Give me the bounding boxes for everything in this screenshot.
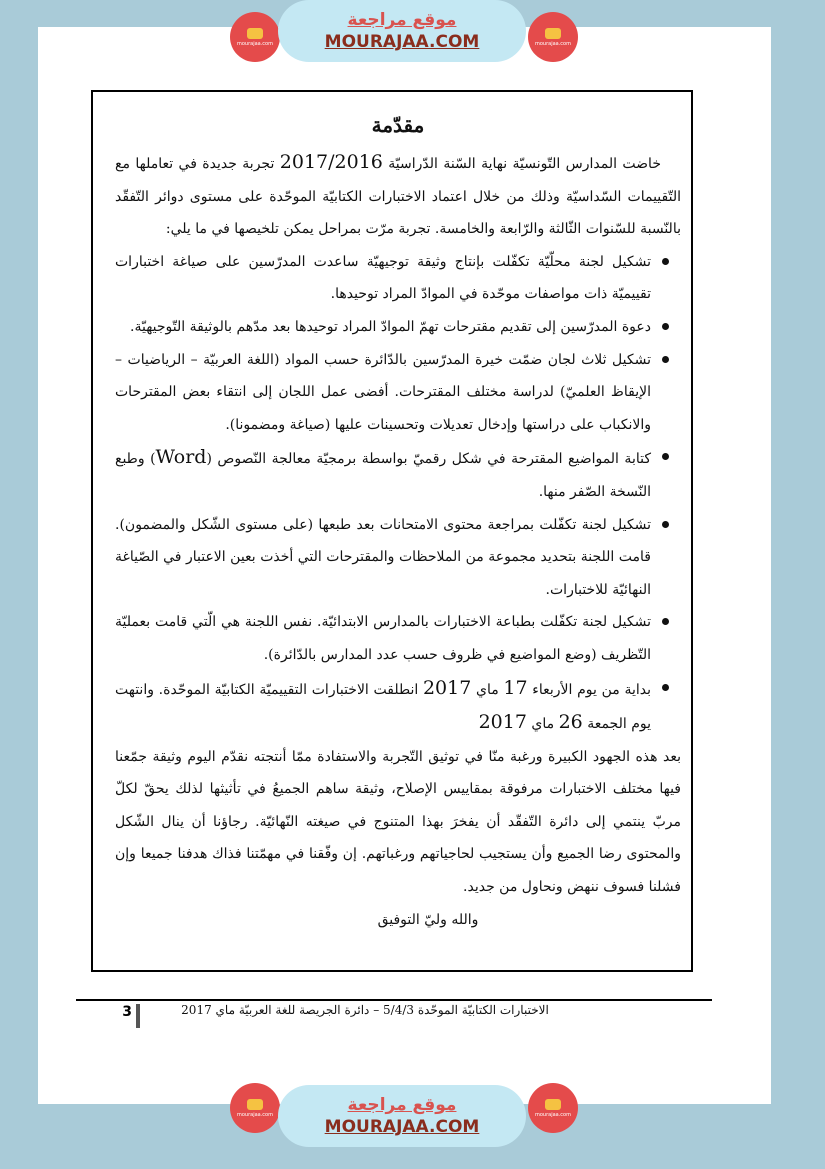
footer-caption: الاختبارات الكتابيّة الموحّدة 5/4/3 – دائرة الجريصة للغة العربيّة ماي 2017 — [181, 1003, 549, 1017]
list-item — [115, 344, 669, 442]
list-item-text: تشكيل ثلاث لجان ضمّت خيرة المدرّسين بالدّائرة حسب المواد (اللغة العربيّة – الرياضيات – الإيقاظ العلميّ) لدراسة مختلف المقترحات. أفضى عمل اللجان إلى انتقاء بعض المقترحات والانكباب على دراستها وإدخال تعديلات وتحسينات عليها (صياغة ومضمونا). — [115, 351, 651, 433]
bullet-icon — [662, 356, 669, 363]
list-item — [115, 509, 669, 607]
list-item-text: تشكيل لجنة تكفّلت بمراجعة محتوى الامتحانات بعد طبعها (على مستوى الشّكل والمضمون). قامت اللجنة بتحديد مجموعة من الملاحظات والمقترحات التي أخذت بعين الاعتبار في الصّياغة النهائيّة للاختبارات. — [115, 516, 651, 598]
site-logo-right — [528, 12, 578, 62]
content-frame — [91, 90, 693, 972]
list-item — [115, 246, 669, 311]
list-item-text: ماي — [526, 716, 559, 733]
start-day: 17 — [503, 676, 528, 699]
list-item-text: انطلقت الاختبارات التقييميّة الكتابيّة الموحّدة. وانتهت يوم الجمعة — [115, 681, 651, 733]
site-banner-bottom[interactable] — [278, 1085, 526, 1147]
bullet-icon — [662, 521, 669, 528]
logo-badge-icon — [545, 28, 561, 39]
conclusion-paragraph: بعد هذه الجهود الكبيرة ورغبة منّا في توثيق التّجربة والاستفادة ممّا أنتجته نقدّم اليوم وثيقة جمّعنا فيها مختلف الاختبارات مرفوقة بمقاييس الإصلاح، وثيقة ساهم الجميعُ في تأثيثها لذلك يحقّ لكلّ مربّ ينتمي إلى دائرة التّفقّد أن يفخرَ بهذا المتنوج في صيغته النّهائيّة. رجاؤنا أن ينال الشّكل والمحتوى رضا الجميع وأن يستجيب لحاجياتهم ورغباتهم. إن وفّقنا في مهمّتنا فذاك هدفنا جميعا وإن فشلنا فسوف ننهض ونحاول من جديد. — [115, 748, 681, 896]
document-body — [115, 110, 681, 936]
site-name-latin[interactable]: MOURAJAA.COM — [324, 32, 480, 52]
site-name-latin[interactable]: MOURAJAA.COM — [324, 1117, 480, 1137]
list-item-text: تشكيل لجنة محلّيّة تكفّلت بإنتاج وثيقة توجيهيّة ساعدت المدرّسين على صياغة اختبارات تقييميّة ذات مواصفات موحّدة في الموادّ المراد توحيدها. — [115, 253, 651, 303]
end-year: 2017 — [478, 711, 527, 734]
list-item-text: بداية من يوم الأربعاء — [527, 681, 651, 698]
page-number: 3 — [112, 1004, 140, 1028]
site-name-arabic[interactable]: موقع مراجعة — [347, 1095, 457, 1115]
closing-line: والله وليّ التوفيق — [377, 911, 479, 928]
list-item — [115, 311, 669, 344]
start-year: 2017 — [422, 676, 472, 699]
list-item — [115, 441, 669, 508]
site-logo-right — [528, 1083, 578, 1133]
intro-text-b: تجربة جديدة في تعاملها مع التّقييمات السّداسيّة وذلك من خلال اعتماد الاختبارات الكتابيّة الموحّدة على مستوى دوائر التّفقّد بالنّسبة للسّنوات الثّالثة والرّابعة والخامسة. تجربة مرّت بمراحل يمكن تلخيصها في ما يلي: — [115, 156, 681, 238]
logo-badge-icon — [247, 28, 263, 39]
steps-list — [115, 246, 681, 741]
document-title: مقدّمة — [371, 113, 425, 137]
list-item — [115, 672, 669, 741]
logo-text: mourajaa.com — [534, 1111, 571, 1118]
bullet-icon — [662, 453, 669, 460]
list-item — [115, 606, 669, 671]
intro-text-a: خاضت المدارس التّونسيّة نهاية السّنة الدّراسيّة — [382, 156, 661, 172]
list-item-text: ) وطبع النّسخة الصّفر منها. — [115, 451, 651, 500]
bullet-icon — [662, 618, 669, 625]
intro-paragraph — [115, 146, 681, 246]
logo-badge-icon — [545, 1099, 561, 1110]
list-item-text: كتابة المواضيع المقترحة في شكل رقميّ بواسطة برمجيّة معالجة النّصوص ( — [206, 451, 651, 468]
end-day: 26 — [558, 711, 583, 734]
logo-text: mourajaa.com — [236, 1111, 273, 1118]
list-item-text: ماي — [471, 681, 504, 698]
logo-text: mourajaa.com — [534, 40, 571, 47]
intro-year: 2017/2016 — [279, 151, 383, 173]
site-name-arabic[interactable]: موقع مراجعة — [347, 10, 457, 30]
site-logo-left — [230, 12, 280, 62]
site-banner-top[interactable] — [278, 0, 526, 62]
word-label: Word — [155, 446, 207, 469]
bullet-icon — [662, 323, 669, 330]
logo-badge-icon — [247, 1099, 263, 1110]
bullet-icon — [662, 258, 669, 265]
list-item-text: دعوة المدرّسين إلى تقديم مقترحات تهمّ الموادّ المراد توحيدها بعد مدّهم بالوثيقة التّوجيهيّة. — [130, 318, 651, 335]
footer-rule — [76, 999, 712, 1001]
list-item-text: تشكيل لجنة تكفّلت بطباعة الاختبارات بالمدارس الابتدائيّة. نفس اللجنة هي الّتي قامت بعمليّة التّظريف (وضع المواضيع في ظروف حسب عدد المدارس بالدّائرة). — [115, 614, 651, 663]
logo-text: mourajaa.com — [236, 40, 273, 47]
site-logo-left — [230, 1083, 280, 1133]
bullet-icon — [662, 684, 669, 691]
